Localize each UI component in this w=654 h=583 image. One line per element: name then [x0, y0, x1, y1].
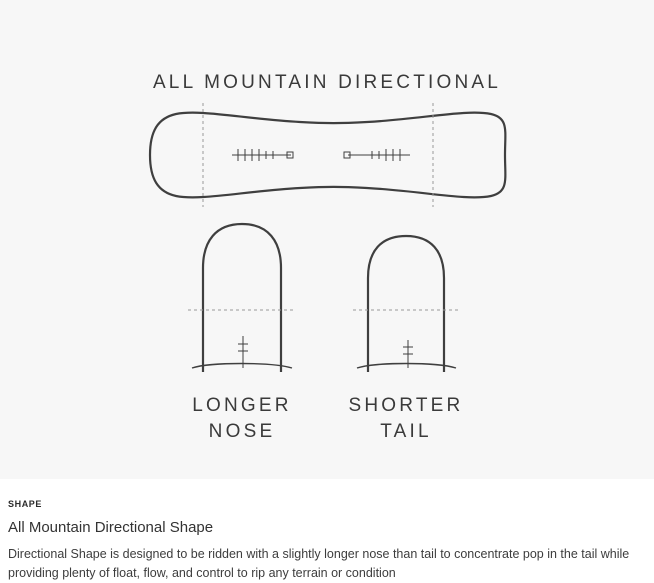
caption-block: [0, 479, 654, 583]
tail-label-line2: TAIL: [380, 421, 432, 442]
diagram-title: ALL MOUNTAIN DIRECTIONAL: [152, 72, 502, 93]
nose-detail-view: [188, 224, 296, 442]
tail-base-line: [357, 364, 456, 369]
nose-outline: [203, 224, 281, 372]
board-top-view: [150, 103, 505, 207]
caption-body: Directional Shape is designed to be ridden with a slightly longer nose than tail to concentrate pop in the tail while providing plenty of float, flow, and control to rip any terrain or condition: [8, 547, 630, 580]
right-measure-marks: [344, 149, 410, 161]
tail-detail-view: [349, 236, 464, 442]
left-measure-marks: [232, 149, 293, 161]
tail-outline: [368, 236, 444, 372]
tail-label-line1: SHORTER: [348, 395, 464, 416]
caption-eyebrow: SHAPE: [8, 499, 43, 509]
board-outline: [150, 113, 505, 198]
nose-label-line2: NOSE: [208, 421, 276, 442]
caption-title: All Mountain Directional Shape: [8, 519, 214, 536]
nose-base-line: [192, 364, 292, 369]
nose-label-line1: LONGER: [192, 395, 292, 416]
